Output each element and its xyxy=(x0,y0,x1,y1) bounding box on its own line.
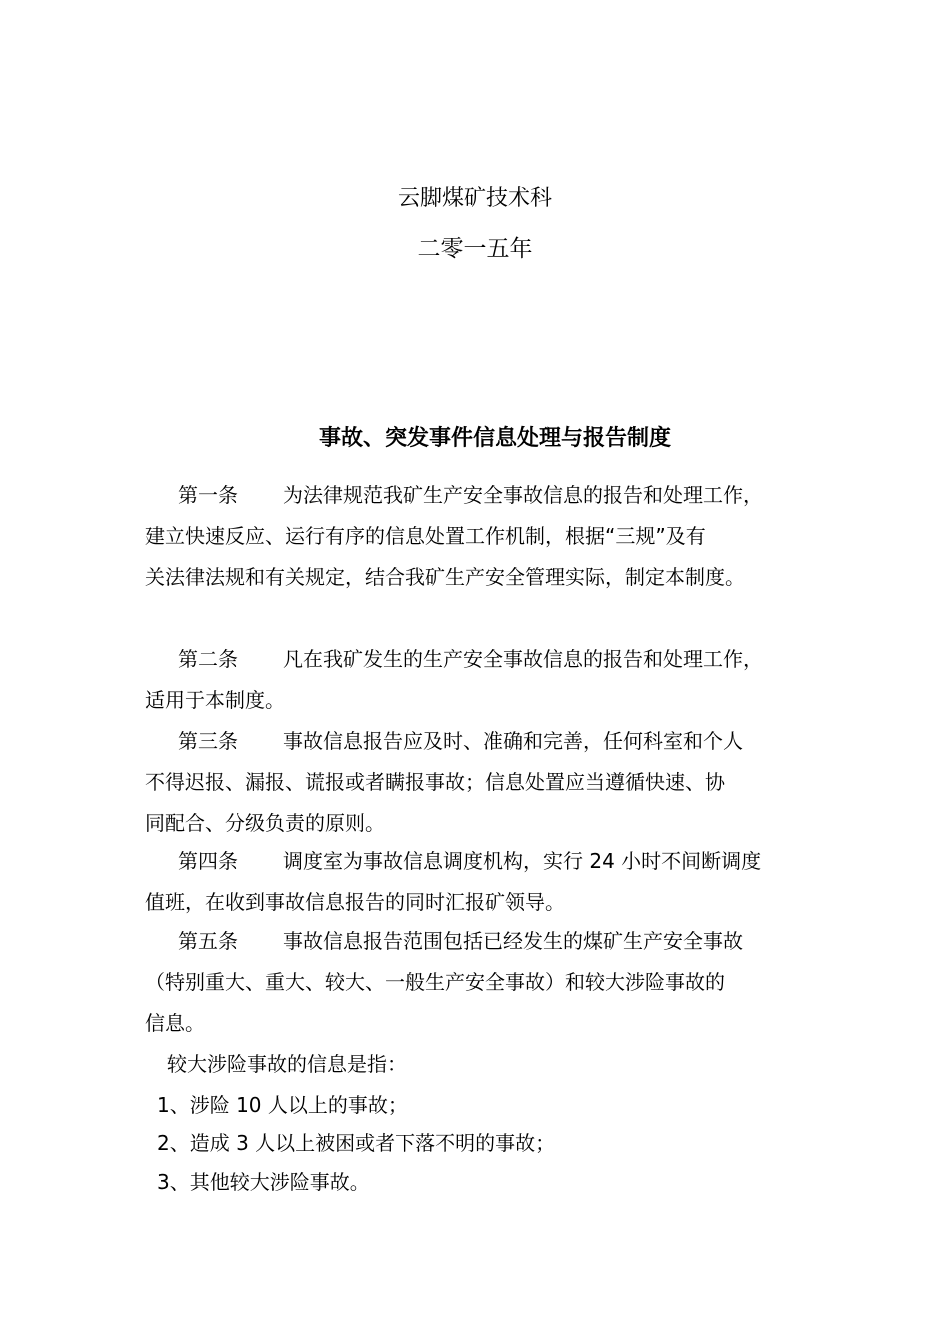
article-text: 为法律规范我矿生产安全事故信息的报告和处理工作， xyxy=(283,483,763,507)
article-label: 第二条 xyxy=(178,647,238,671)
article-5-line-1 xyxy=(178,927,743,955)
article-3-line-2: 不得迟报、漏报、谎报或者瞒报事故；信息处置应当遵循快速、协 xyxy=(145,770,725,794)
article-2-line-2: 适用于本制度。 xyxy=(145,688,285,712)
document-title: 事故、突发事件信息处理与报告制度 xyxy=(318,426,671,451)
article-label: 第五条 xyxy=(178,929,238,953)
article-3-line-3: 同配合、分级负责的原则。 xyxy=(145,811,385,835)
article-5-line-3: 信息。 xyxy=(145,1011,205,1035)
list-item: 3、其他较大涉险事故。 xyxy=(157,1170,370,1194)
organization-name: 云脚煤矿技术科 xyxy=(397,186,552,211)
article-1-line-2: 建立快速反应、运行有序的信息处置工作机制，根据“三规”及有 xyxy=(145,524,706,548)
article-text: 凡在我矿发生的生产安全事故信息的报告和处理工作， xyxy=(283,647,763,671)
article-label: 第一条 xyxy=(178,483,238,507)
article-4-line-2: 值班，在收到事故信息报告的同时汇报矿领导。 xyxy=(145,890,565,914)
article-4-line-1 xyxy=(178,847,761,875)
list-item: 2、造成 3 人以上被困或者下落不明的事故； xyxy=(157,1131,556,1155)
article-5-line-2: （特别重大、重大、较大、一般生产安全事故）和较大涉险事故的 xyxy=(145,970,725,994)
article-3-line-1 xyxy=(178,727,743,755)
article-text: 事故信息报告范围包括已经发生的煤矿生产安全事故 xyxy=(283,929,743,953)
article-text: 事故信息报告应及时、准确和完善，任何科室和个人 xyxy=(283,729,743,753)
article-2-line-1 xyxy=(178,645,763,673)
article-1-line-1 xyxy=(178,481,763,509)
article-label: 第三条 xyxy=(178,729,238,753)
article-1-line-3: 关法律法规和有关规定，结合我矿生产安全管理实际，制定本制度。 xyxy=(145,565,745,589)
definition-intro: 较大涉险事故的信息是指： xyxy=(167,1052,407,1076)
list-item: 1、涉险 10 人以上的事故； xyxy=(157,1093,408,1117)
article-label: 第四条 xyxy=(178,849,238,873)
document-year: 二零一五年 xyxy=(417,236,533,262)
article-text: 调度室为事故信息调度机构，实行 24 小时不间断调度 xyxy=(283,849,762,873)
